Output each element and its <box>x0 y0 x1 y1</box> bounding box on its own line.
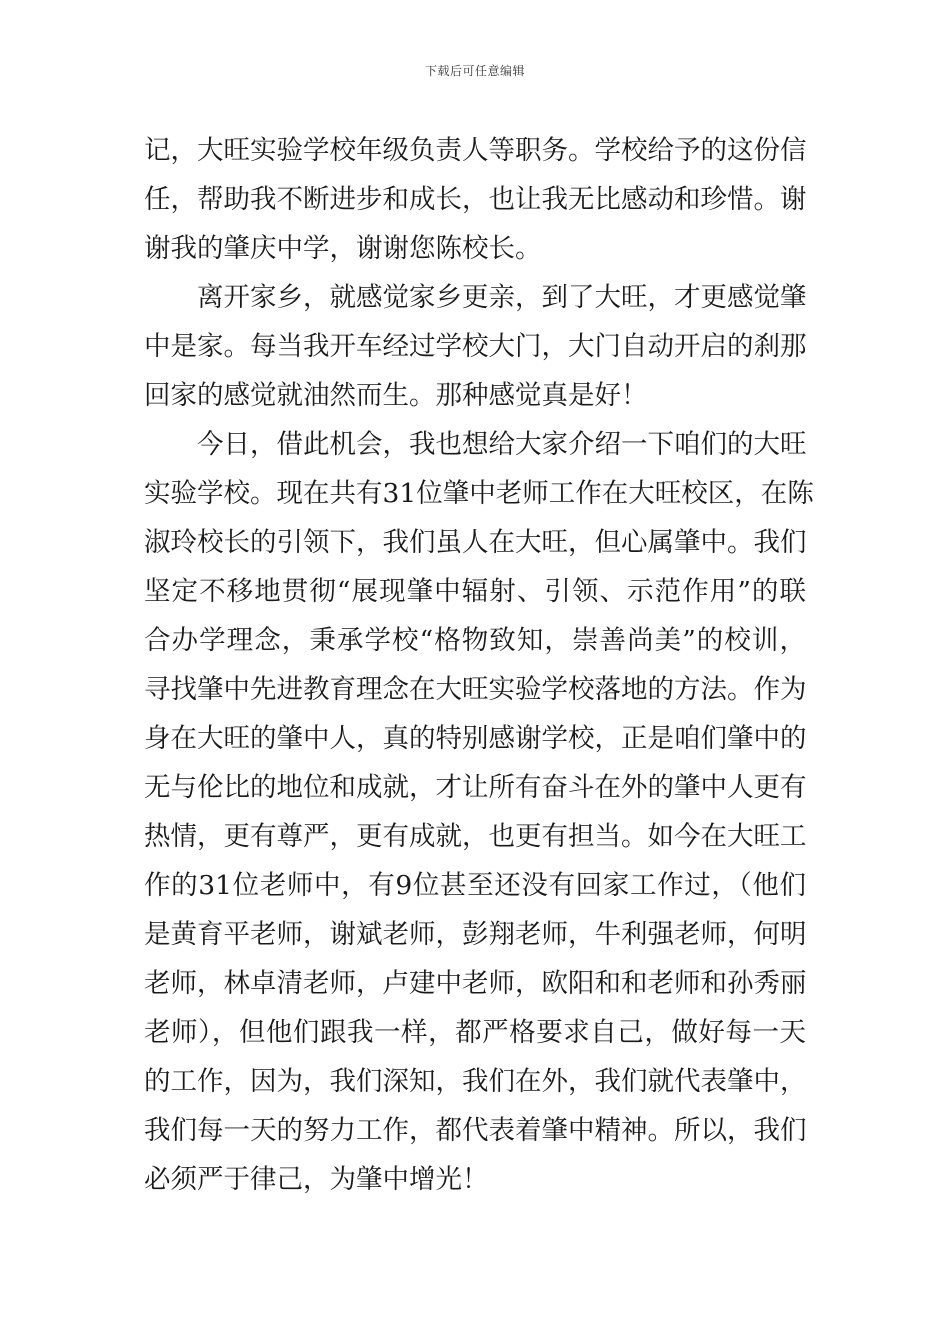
text-line: 必须严于律己，为肇中增光！ <box>144 1164 489 1195</box>
text-line: 记，大旺实验学校年级负责人等职务。学校给予的这份信 <box>144 135 807 166</box>
text-line: 合办学理念，秉承学校“格物致知，崇善尚美”的校训， <box>144 625 806 656</box>
text-line: 老师，林卓清老师，卢建中老师，欧阳和和老师和孙秀丽 <box>144 968 807 999</box>
text-line: 实验学校。现在共有31位肇中老师工作在大旺校区，在陈 <box>144 478 814 509</box>
text-line: 身在大旺的肇中人，真的特别感谢学校，正是咱们肇中的 <box>144 723 807 754</box>
text-line: 坚定不移地贯彻“展现肇中辐射、引领、示范作用”的联 <box>144 576 806 607</box>
text-line: 老师），但他们跟我一样，都严格要求自己，做好每一天 <box>144 1017 806 1048</box>
text-line: 作的31位老师中，有9位甚至还没有回家工作过，（他们 <box>144 870 806 901</box>
text-line: 谢我的肇庆中学，谢谢您陈校长。 <box>144 233 542 264</box>
text-line: 热情，更有尊严，更有成就，也更有担当。如今在大旺工 <box>144 821 807 852</box>
text-line: 离开家乡，就感觉家乡更亲，到了大旺，才更感觉肇 <box>197 282 807 313</box>
text-line: 淑玲校长的引领下，我们虽人在大旺，但心属肇中。我们 <box>144 527 807 558</box>
text-line: 是黄育平老师，谢斌老师，彭翔老师，牛利强老师，何明 <box>144 919 807 950</box>
page-header: 下载后可任意编辑 <box>424 64 525 78</box>
text-line: 我们每一天的努力工作，都代表着肇中精神。所以，我们 <box>144 1115 807 1146</box>
text-line: 回家的感觉就油然而生。那种感觉真是好！ <box>144 380 648 411</box>
text-line: 中是家。每当我开车经过学校大门，大门自动开启的刹那 <box>144 331 807 362</box>
text-line: 寻找肇中先进教育理念在大旺实验学校落地的方法。作为 <box>144 674 807 705</box>
text-line: 无与伦比的地位和成就，才让所有奋斗在外的肇中人更有 <box>144 772 807 803</box>
text-line: 的工作，因为，我们深知，我们在外，我们就代表肇中， <box>144 1066 807 1097</box>
text-line: 今日，借此机会，我也想给大家介绍一下咱们的大旺 <box>197 429 807 460</box>
document-body <box>144 126 814 1204</box>
text-line: 任，帮助我不断进步和成长，也让我无比感动和珍惜。谢 <box>144 184 807 215</box>
